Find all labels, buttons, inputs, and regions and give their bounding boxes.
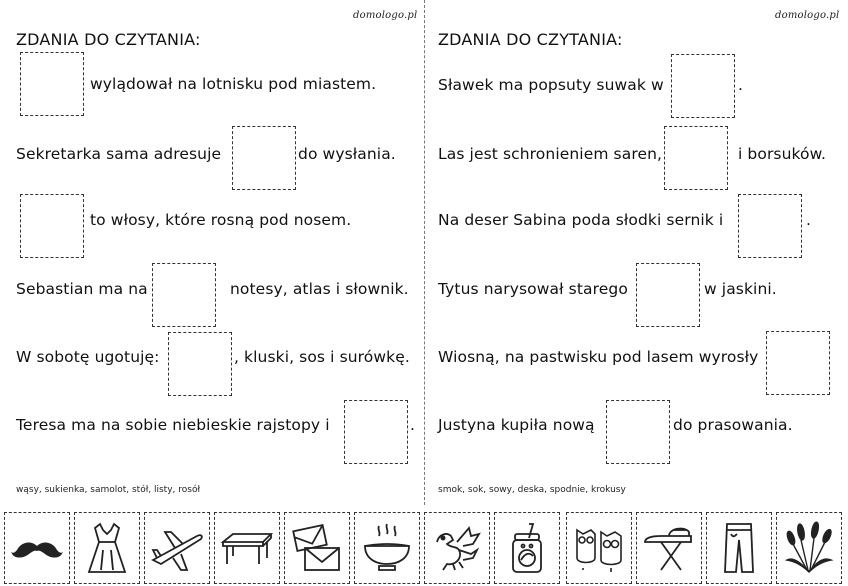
juice-jar-icon[interactable] <box>494 512 560 584</box>
picture-strip <box>0 512 848 586</box>
dragon-icon[interactable] <box>424 512 490 584</box>
left-worksheet: domologo.pl ZDANIA DO CZYTANIA: wylądował na lotnisku pod miastem. Sekretarka sama adresuje do wysłania. to włosy, które rosną pod nosem. Sebastian ma na notesy, atlas i słownik. W sobotę ugotuję: , kluski, sos i surówkę. Teresa ma na sobie niebieskie rajstopy i . wąsy, sukienka, samolot, stół, listy, rosół <box>16 10 418 495</box>
table-icon[interactable] <box>214 512 280 584</box>
answer-box[interactable] <box>232 126 296 190</box>
word-bank: wąsy, sukienka, samolot, stół, listy, rosół <box>16 485 201 495</box>
right-worksheet: domologo.pl ZDANIA DO CZYTANIA: Sławek ma popsuty suwak w . Las jest schronieniem saren, i borsuków. Na deser Sabina poda słodki sernik i . Tytus narysował starego w jaskini. Wiosną, na pastwisku pod lasem wyrosły Justyna kupiła nową do prasowania. smok, sok, sowy, deska, spodnie, krokusy <box>438 10 840 495</box>
word-bank: smok, sok, sowy, deska, spodnie, krokusy <box>438 485 626 495</box>
envelopes-icon[interactable] <box>284 512 350 584</box>
soup-bowl-icon[interactable] <box>354 512 420 584</box>
answer-box[interactable] <box>636 263 700 327</box>
answer-box[interactable] <box>168 332 232 396</box>
answer-box[interactable] <box>664 126 728 190</box>
page-title: ZDANIA DO CZYTANIA: <box>438 30 623 49</box>
dress-icon[interactable] <box>74 512 140 584</box>
answer-box[interactable] <box>20 52 84 116</box>
brand-logo: domologo.pl <box>775 10 840 21</box>
answer-box[interactable] <box>738 194 802 258</box>
crocus-flowers-icon[interactable] <box>776 512 842 584</box>
airplane-icon[interactable] <box>144 512 210 584</box>
answer-box[interactable] <box>20 194 84 258</box>
trousers-icon[interactable] <box>706 512 772 584</box>
answer-box[interactable] <box>606 400 670 464</box>
mustache-icon[interactable] <box>4 512 70 584</box>
answer-box[interactable] <box>344 400 408 464</box>
owls-icon[interactable] <box>566 512 632 584</box>
answer-box[interactable] <box>152 263 216 327</box>
ironing-board-icon[interactable] <box>636 512 702 584</box>
brand-logo: domologo.pl <box>353 10 418 21</box>
page-divider <box>424 0 425 505</box>
answer-box[interactable] <box>671 54 735 118</box>
answer-box[interactable] <box>766 331 830 395</box>
page-title: ZDANIA DO CZYTANIA: <box>16 30 201 49</box>
